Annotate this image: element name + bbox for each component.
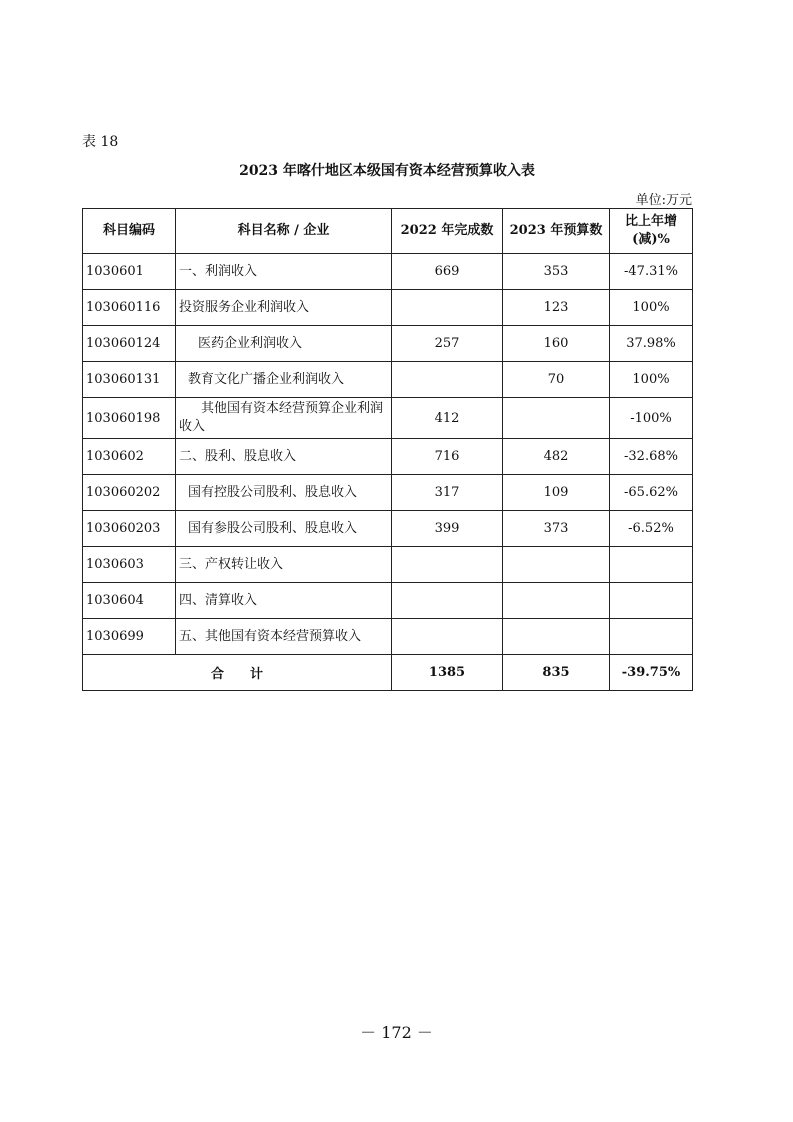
row-name: 投资服务企业利润收入 [176,290,392,326]
row-change [610,547,693,583]
table-row [83,475,693,511]
table-row [83,439,693,475]
total-2023: 835 [503,655,610,691]
row-change: 100% [610,362,693,398]
table-row [83,547,693,583]
row-change [610,619,693,655]
row-name: 四、清算收入 [176,583,392,619]
row-2023 [503,547,610,583]
header-name: 科目名称 / 企业 [176,209,392,254]
table-row [83,619,693,655]
row-code: 1030603 [83,547,176,583]
row-2022: 399 [392,511,503,547]
row-change: -6.52% [610,511,693,547]
row-2022: 412 [392,398,503,439]
row-name: 三、产权转让收入 [176,547,392,583]
row-2022 [392,583,503,619]
row-2022 [392,362,503,398]
row-code: 103060203 [83,511,176,547]
row-2022 [392,290,503,326]
page-number: － 172 － [360,1023,433,1042]
row-2022: 716 [392,439,503,475]
unit-label: 单位:万元 [635,193,692,208]
total-2022: 1385 [392,655,503,691]
table-row [83,511,693,547]
row-2023 [503,619,610,655]
row-name: 二、股利、股息收入 [176,439,392,475]
table-label: 表 18 [82,134,119,150]
table-row [83,326,693,362]
row-2023: 482 [503,439,610,475]
row-code: 103060124 [83,326,176,362]
row-code: 1030604 [83,583,176,619]
budget-table [82,208,693,691]
total-row [83,655,693,691]
page-title: 2023 年喀什地区本级国有资本经营预算收入表 [239,163,535,179]
table-row [83,398,693,439]
row-name: 一、利润收入 [176,254,392,290]
table-row [83,362,693,398]
row-2023: 109 [503,475,610,511]
table-header-row [83,209,693,254]
header-2022: 2022 年完成数 [392,209,503,254]
row-change: 37.98% [610,326,693,362]
row-code: 103060116 [83,290,176,326]
table-row [83,254,693,290]
total-change: -39.75% [610,655,693,691]
row-2023: 373 [503,511,610,547]
table-row [83,290,693,326]
table-row [83,583,693,619]
row-2023: 123 [503,290,610,326]
row-code: 1030602 [83,439,176,475]
row-2022: 317 [392,475,503,511]
row-name: 教育文化广播企业利润收入 [176,362,392,398]
row-code: 103060202 [83,475,176,511]
header-2023: 2023 年预算数 [503,209,610,254]
row-2023: 70 [503,362,610,398]
row-2023: 353 [503,254,610,290]
row-2022: 669 [392,254,503,290]
row-2022 [392,619,503,655]
row-code: 103060198 [83,398,176,439]
row-change: 100% [610,290,693,326]
header-code: 科目编码 [83,209,176,254]
row-change: -65.62% [610,475,693,511]
row-change: -100% [610,398,693,439]
row-change: -32.68% [610,439,693,475]
row-2023: 160 [503,326,610,362]
row-name: 五、其他国有资本经营预算收入 [176,619,392,655]
row-code: 1030699 [83,619,176,655]
header-change: 比上年增(减)% [610,209,693,254]
row-name: 国有参股公司股利、股息收入 [176,511,392,547]
row-2023 [503,398,610,439]
row-2022 [392,547,503,583]
row-change: -47.31% [610,254,693,290]
row-2023 [503,583,610,619]
row-change [610,583,693,619]
row-code: 1030601 [83,254,176,290]
total-label: 合 计 [83,655,392,691]
row-name: 其他国有资本经营预算企业利润收入 [176,398,392,439]
row-name: 国有控股公司股利、股息收入 [176,475,392,511]
row-2022: 257 [392,326,503,362]
row-code: 103060131 [83,362,176,398]
row-name: 医药企业利润收入 [176,326,392,362]
